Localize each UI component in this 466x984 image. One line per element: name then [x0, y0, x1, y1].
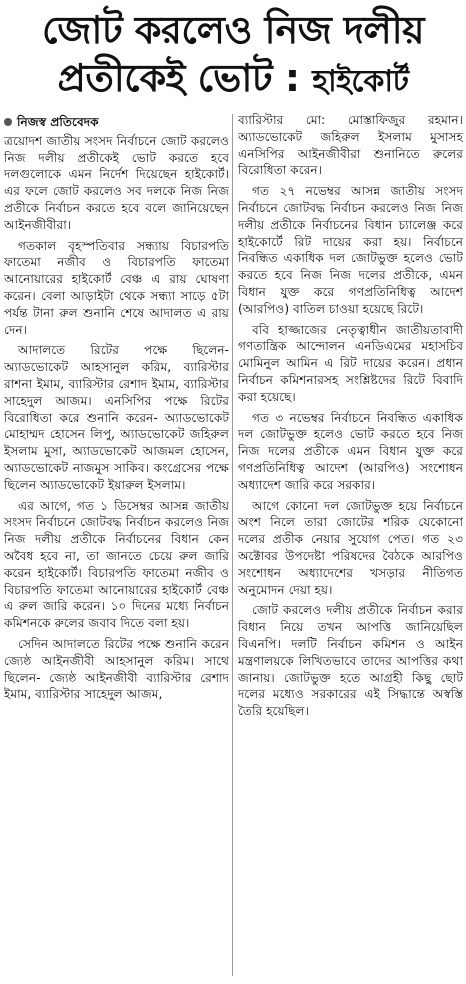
bullet-icon — [4, 118, 12, 126]
paragraph: ববি হাজ্জাজের নেতৃত্বাধীন জাতীয়তাবাদী গণতান্ত্রিক আন্দোলন এনডিএমের মহাসচিব মোমিনুল আমিন এ রিট দায়ের করেন। প্রধান নির্বাচন কমিশনারসহ সংশ্লিষ্টদের রিটে বিবাদি করা হয়েছে। — [238, 322, 463, 404]
paragraph: ত্রয়োদশ জাতীয় সংসদ নির্বাচনে জোট করলেও নিজ দলীয় প্রতীকেই ভোট করতে হবে দলগুলোকে এমন নির্দেশ দিয়েছেন হাইকোর্ট। এর ফলে জোট করলেও সব দলকে নিজ নিজ প্রতীকে নির্বাচন করতে হবে বলে জানিয়েছেন আইনজীবীরা। — [4, 133, 229, 232]
paragraph: গতকাল বৃহস্পতিবার সন্ধ্যায় বিচারপতি ফাতেমা নজীব ও বিচারপতি ফাতেমা আনোয়ারের হাইকোর্ট বেঞ্চ এ রায় ঘোষণা করেন। বেলা আড়াইটা থেকে সন্ধ্যা সাড়ে ৫টা পর্যন্ত টানা রুল শুনানি শেষে আদালত এ রায় দেন। — [4, 238, 229, 337]
column-divider — [232, 114, 233, 976]
article-right-column — [238, 112, 463, 978]
paragraph: ব্যারিস্টার মো: মোস্তাফিজুর রহমান। অ্যাডভোকেট জহিরুল ইসলাম মুসাসহ এনসিপির আইনজীবীরা শুনানিতে রুলের বিরোধিতা করেন। — [238, 113, 463, 178]
headline-line-1: জোট করলেও নিজ দলীয় — [42, 8, 424, 52]
paragraph: গত ২৭ নভেম্বর আসন্ন জাতীয় সংসদ নির্বাচনে জোটবদ্ধ নির্বাচন করলেও নিজ নিজ দলীয় প্রতীকে নির্বাচনের বিধান চ্যালেঞ্জ করে হাইকোর্টে রিট দায়ের করা হয়। নির্বাচনে নিবন্ধিত একাধিক দল জোটভুক্ত হলেও ভোট করতে হবে নিজ নিজ দলের প্রতীকে, এমন বিধান যুক্ত করে গণপ্রতিনিধিত্ব আদেশ (আরপিও) বাতিল চাওয়া হয়েছে রিটে। — [238, 184, 463, 316]
paragraph: এর আগে, গত ১ ডিসেম্বর আসন্ন জাতীয় সংসদ নির্বাচনে জোটবদ্ধ নির্বাচন করলেও নিজ নিজ দলীয় প্রতীকে নির্বাচনের বিধান কেন অবৈধ হবে না, তা জানতে চেয়ে রুল জারি করেন হাইকোর্ট। বিচারপতি ফাতেমা নজীব ও বিচারপতি ফাতেমা আনোয়ারের হাইকোর্ট বেঞ্চ এ রুল জারি করেন। ১০ দিনের মধ্যে নির্বাচন কমিশনকে রুলের জবাব দিতে বলা হয়। — [4, 498, 229, 631]
headline-main: প্রতীকেই ভোট — [57, 56, 273, 100]
byline — [4, 114, 229, 131]
paragraph: জোট করলেও দলীয় প্রতীকে নির্বাচন করার বিধান নিয়ে তখন আপত্তি জানিয়েছিল বিএনপি। দলটি নির্বাচন কমিশন ও আইন মন্ত্রণালয়কে লিখিতভাবে তাদের আপত্তির কথা জানায়। জোটভুক্ত হতে আগ্রহী কিছু ছোট দলের মধ্যেও সরকারের এই সিদ্ধান্তে অস্বস্তি তৈরি হয়েছিল। — [238, 603, 463, 719]
headline — [0, 0, 466, 108]
paragraph: গত ৩ নভেম্বর নির্বাচনে নিবন্ধিত একাধিক দল জোটভুক্ত হলেও ভোট করতে হবে নিজ নিজ দলের প্রতীকে এমন বিধান যুক্ত করে গণপ্রতিনিধিত্ব আদেশ (আরপিও) সংশোধন অধ্যাদেশ জারি করে সরকার। — [238, 410, 463, 492]
headline-line-2 — [0, 54, 466, 106]
paragraph: আদালতে রিটের পক্ষে ছিলেন- অ্যাডভোকেট আহসানুল করিম, ব্যারিস্টার রাশনা ইমাম, ব্যারিস্টার রেশাদ ইমাম, ব্যারিস্টার সাহেদুল আজম। এনসিপির পক্ষে রিটের বিরোধিতা করে শুনানি করেন- অ্যাডভোকেট মোহাম্মদ হোসেন লিপু, অ্যাডভোকেট জহিরুল ইসলাম মুসা, অ্যাডভোকেট আজমল হোসেন, অ্যাডভোকেট নাজমুস সাকিব। কংগ্রেসের পক্ষে ছিলেন অ্যাডভোকেট ইয়ারুল ইসলাম। — [4, 343, 229, 492]
byline-text: নিজস্ব প্রতিবেদক — [17, 115, 99, 129]
headline-separator: : — [284, 56, 300, 100]
paragraph: আগে কোনো দল জোটভুক্ত হয়ে নির্বাচনে অংশ নিলে তারা জোটের শরিক যেকোনো দলের প্রতীক নেয়ার সুযোগ পেত। গত ২৩ অক্টোবর উপদেষ্টা পরিষদের বৈঠকে আরপিও সংশোধন অধ্যাদেশের খসড়ার নীতিগত অনুমোদন দেয়া হয়। — [238, 498, 463, 597]
article-left-column — [4, 112, 229, 978]
headline-source: হাইকোর্ট — [312, 64, 409, 99]
paragraph: সেদিন আদালতে রিটের পক্ষে শুনানি করেন জ্যেষ্ঠ আইনজীবী আহসানুল করিম। সাথে ছিলেন- জ্যেষ্ঠ আইনজীবী ব্যারিস্টার রেশাদ ইমাম, ব্যারিস্টার সাহেদুল আজম, — [4, 636, 229, 702]
